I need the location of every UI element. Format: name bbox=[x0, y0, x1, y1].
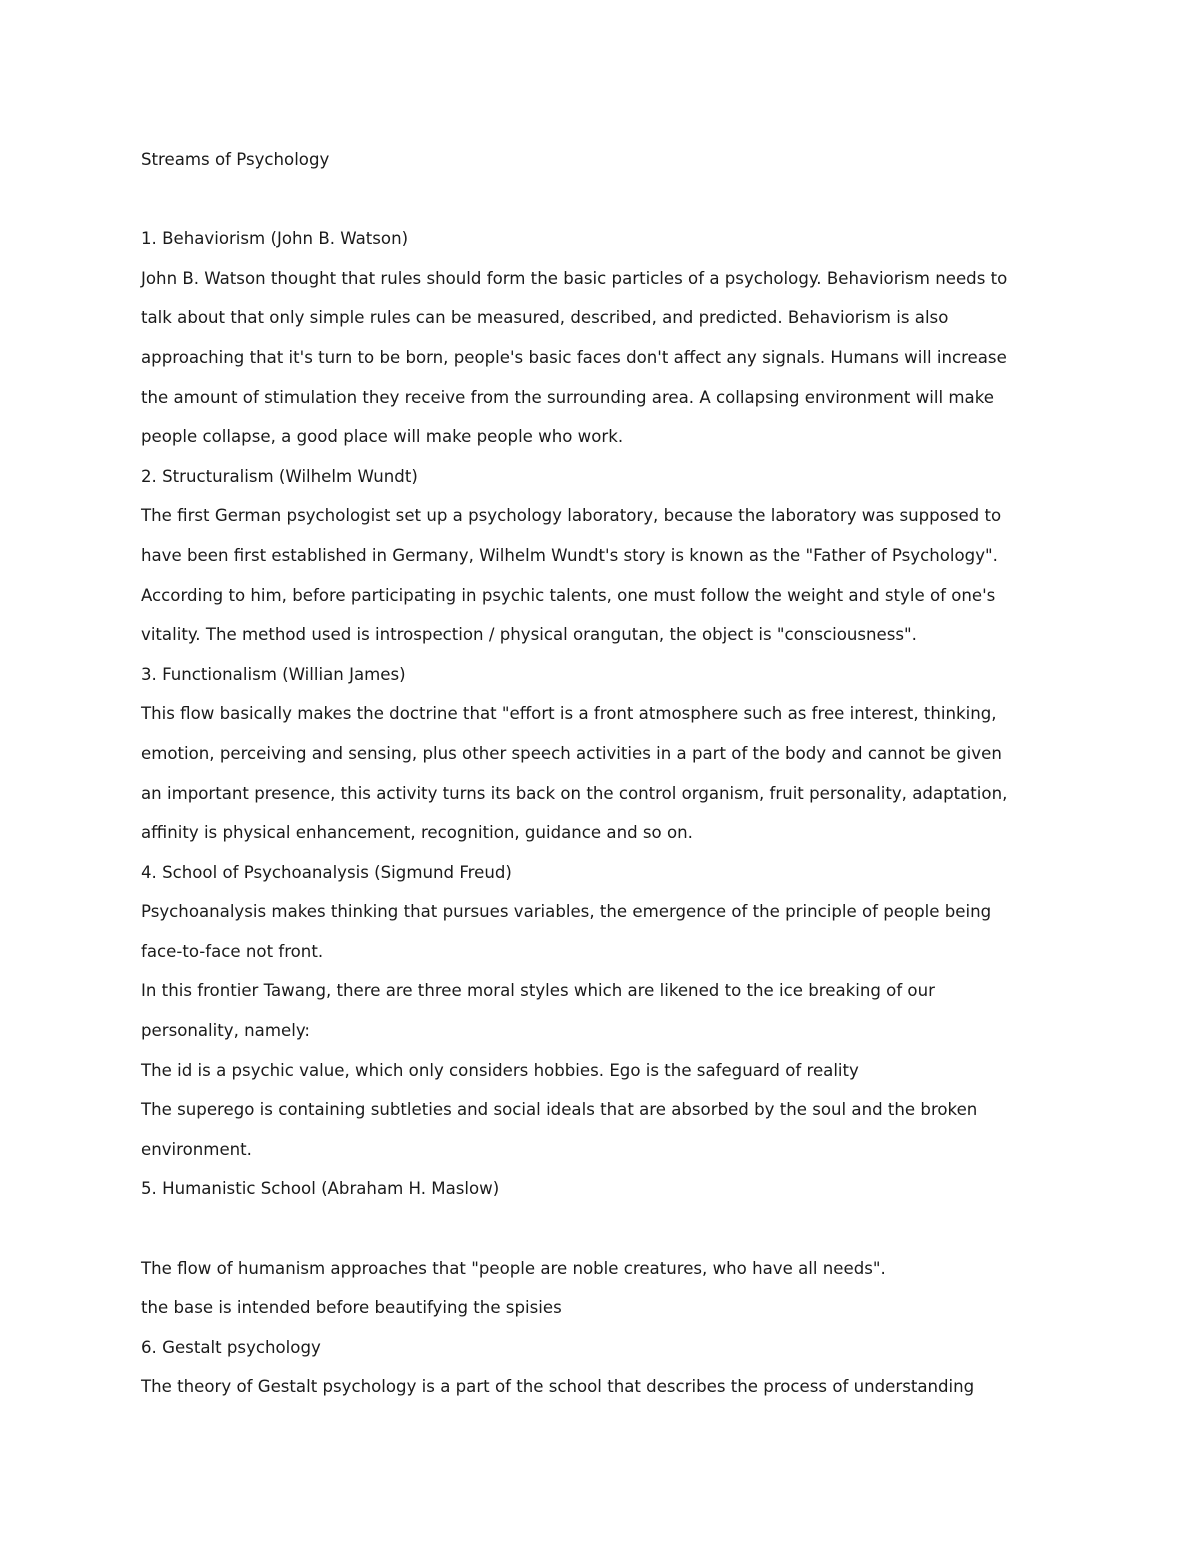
heading-functionalism: 3. Functionalism (Willian James) bbox=[141, 664, 406, 684]
text-line: environment. bbox=[141, 1139, 252, 1159]
text-line: The flow of humanism approaches that "people are noble creatures, who have all needs". bbox=[141, 1258, 886, 1278]
text-line: The first German psychologist set up a psychology laboratory, because the laboratory was supposed to bbox=[141, 506, 1002, 526]
text-line: talk about that only simple rules can be measured, described, and predicted. Behaviorism is also bbox=[141, 308, 949, 328]
blank-line bbox=[141, 180, 1071, 220]
text-line: affinity is physical enhancement, recognition, guidance and so on. bbox=[141, 823, 693, 843]
text-line: vitality. The method used is introspection / physical orangutan, the object is "consciousness". bbox=[141, 625, 917, 645]
document-body bbox=[141, 140, 1071, 1407]
heading-gestalt: 6. Gestalt psychology bbox=[141, 1337, 321, 1357]
blank-line bbox=[141, 1209, 1071, 1249]
text-line: According to him, before participating in psychic talents, one must follow the weight and style of one's bbox=[141, 585, 996, 605]
text-line: The id is a psychic value, which only considers hobbies. Ego is the safeguard of reality bbox=[141, 1060, 859, 1080]
text-line: personality, namely: bbox=[141, 1021, 311, 1041]
text-line: approaching that it's turn to be born, people's basic faces don't affect any signals. Humans will increase bbox=[141, 347, 1007, 367]
heading-psychoanalysis: 4. School of Psychoanalysis (Sigmund Freud) bbox=[141, 862, 512, 882]
text-line: have been first established in Germany, Wilhelm Wundt's story is known as the "Father of Psychology". bbox=[141, 545, 998, 565]
text-line: the base is intended before beautifying the spisies bbox=[141, 1298, 562, 1318]
text-line: the amount of stimulation they receive from the surrounding area. A collapsing environment will make bbox=[141, 387, 994, 407]
text-line: John B. Watson thought that rules should form the basic particles of a psychology. Behaviorism needs to bbox=[141, 268, 1008, 288]
text-line: The superego is containing subtleties and social ideals that are absorbed by the soul and the broken bbox=[141, 1100, 978, 1120]
document-title: Streams of Psychology bbox=[141, 150, 330, 169]
heading-humanistic: 5. Humanistic School (Abraham H. Maslow) bbox=[141, 1179, 500, 1199]
text-line: an important presence, this activity turns its back on the control organism, fruit personality, adaptation, bbox=[141, 783, 1008, 803]
heading-behaviorism: 1. Behaviorism (John B. Watson) bbox=[141, 229, 409, 249]
heading-structuralism: 2. Structuralism (Wilhelm Wundt) bbox=[141, 466, 418, 486]
text-line: face-to-face not front. bbox=[141, 941, 324, 961]
text-line: emotion, perceiving and sensing, plus other speech activities in a part of the body and cannot be given bbox=[141, 743, 1002, 763]
text-line: people collapse, a good place will make people who work. bbox=[141, 427, 624, 447]
text-line: This flow basically makes the doctrine that "effort is a front atmosphere such as free interest, thinking, bbox=[141, 704, 997, 724]
text-line: In this frontier Tawang, there are three moral styles which are likened to the ice breaking of our bbox=[141, 981, 935, 1001]
text-line: The theory of Gestalt psychology is a part of the school that describes the process of understanding bbox=[141, 1377, 975, 1397]
text-line: Psychoanalysis makes thinking that pursues variables, the emergence of the principle of people being bbox=[141, 902, 992, 922]
